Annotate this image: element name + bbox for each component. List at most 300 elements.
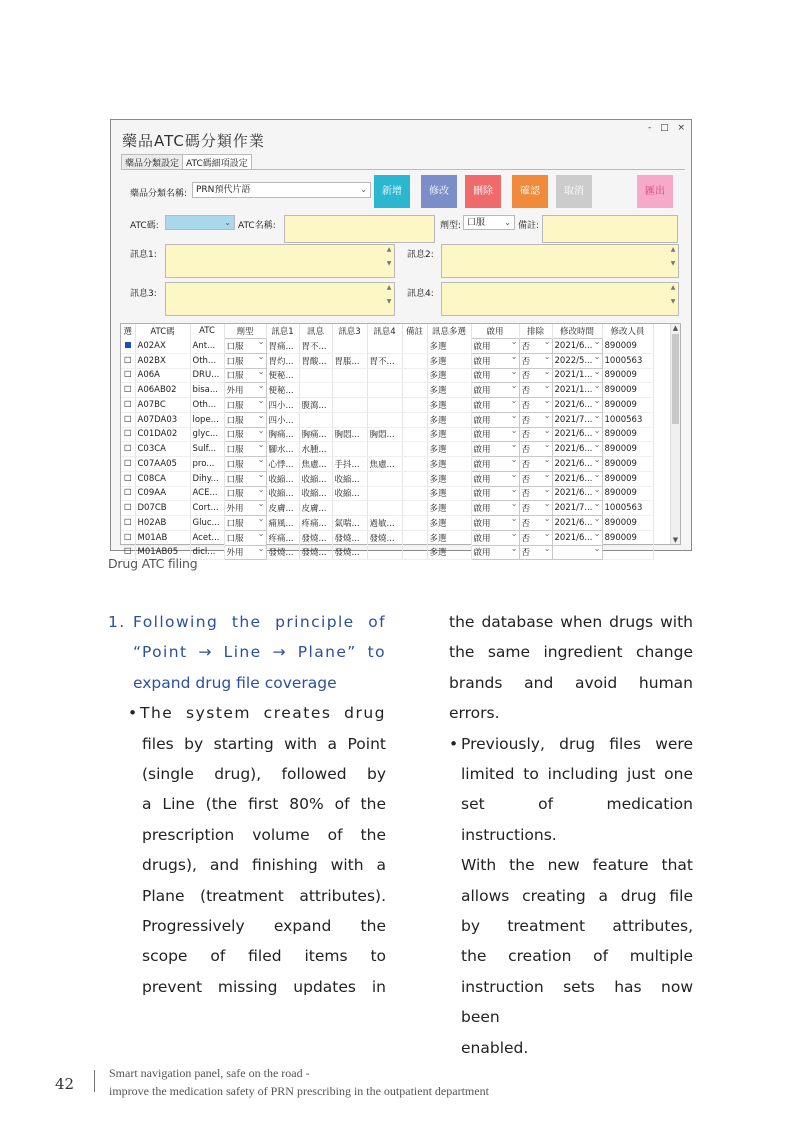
- table-row[interactable]: [121, 368, 653, 383]
- table-cell[interactable]: 2022/5... ⌄: [552, 353, 602, 368]
- section-number: 1.: [108, 613, 126, 631]
- row-checkbox[interactable]: [121, 486, 135, 501]
- table-cell[interactable]: 否 ⌄: [519, 530, 552, 545]
- table-cell[interactable]: 啟用 ⌄: [471, 339, 519, 354]
- text-line: allows creating a drug file: [461, 886, 693, 905]
- msg1-input[interactable]: [165, 244, 395, 278]
- table-cell: 多選: [427, 530, 471, 545]
- table-cell: 890009: [602, 368, 653, 383]
- text-line: Plane (treatment attributes).: [142, 886, 386, 905]
- table-cell: 發燒...: [367, 530, 402, 545]
- table-cell: 過敏...: [367, 516, 402, 531]
- section-heading-line: [108, 637, 386, 667]
- table-row[interactable]: [121, 412, 653, 427]
- table-cell[interactable]: 啟用 ⌄: [471, 471, 519, 486]
- msg3-input[interactable]: [165, 282, 395, 316]
- checkbox-icon: ☐: [123, 517, 132, 528]
- table-cell[interactable]: 否 ⌄: [519, 353, 552, 368]
- table-row[interactable]: [121, 545, 653, 560]
- table-cell[interactable]: 2021/6... ⌄: [552, 398, 602, 413]
- table-cell[interactable]: 2021/7... ⌄: [552, 501, 602, 516]
- bullet1-continuation: [449, 607, 693, 729]
- scroll-thumb[interactable]: [672, 334, 679, 424]
- row-checkbox[interactable]: [121, 398, 135, 413]
- cancel-button[interactable]: 取消: [556, 175, 592, 208]
- grid-header-cell[interactable]: 訊息3: [332, 324, 367, 339]
- table-cell: 胃灼...: [266, 353, 299, 368]
- table-cell: 多選: [427, 398, 471, 413]
- table-cell[interactable]: 外用 ⌄: [224, 383, 266, 398]
- table-cell[interactable]: 口服 ⌄: [224, 516, 266, 531]
- checkbox-icon: ☐: [123, 458, 132, 469]
- table-cell: [402, 383, 427, 398]
- table-cell: A07BC: [135, 398, 190, 413]
- table-cell: 1000563: [602, 501, 653, 516]
- checkbox-icon: ☐: [123, 385, 132, 396]
- table-cell: 皮膚...: [299, 501, 332, 516]
- text-line: drugs), and finishing with a: [142, 856, 386, 875]
- table-cell[interactable]: 啟用 ⌄: [471, 412, 519, 427]
- export-button[interactable]: 匯出: [637, 175, 673, 208]
- grid-scrollbar[interactable]: [670, 324, 680, 544]
- table-cell: [299, 412, 332, 427]
- row-checkbox[interactable]: [121, 427, 135, 442]
- table-cell: A02AX: [135, 339, 190, 354]
- grid-header-row: [121, 324, 653, 339]
- row-checkbox[interactable]: [121, 501, 135, 516]
- grid-header-cell[interactable]: 修改時間: [552, 324, 602, 339]
- table-cell: [367, 383, 402, 398]
- scroll-down-icon[interactable]: ▼: [672, 536, 679, 544]
- text-line: files by starting with a Point: [142, 734, 386, 753]
- checkbox-icon: ☐: [123, 547, 132, 558]
- table-cell: [367, 368, 402, 383]
- text-line: brands and avoid human: [449, 673, 693, 692]
- table-cell: 心悸...: [266, 457, 299, 472]
- footer-line: improve the medication safety of PRN prescribing in the outpatient department: [109, 1084, 489, 1098]
- table-cell: 胸悶...: [332, 427, 367, 442]
- table-cell: 胃脹...: [332, 353, 367, 368]
- table-cell: 焦慮...: [299, 457, 332, 472]
- table-cell[interactable]: 啟用 ⌄: [471, 398, 519, 413]
- new-button[interactable]: 新增: [374, 175, 410, 208]
- table-cell: 890009: [602, 516, 653, 531]
- grid-header-cell[interactable]: 備註: [402, 324, 427, 339]
- table-cell: 疼痛...: [266, 530, 299, 545]
- text-line: set of medication instructions.: [461, 795, 693, 844]
- table-cell: [402, 457, 427, 472]
- table-cell: [402, 339, 427, 354]
- table-cell[interactable]: 外用 ⌄: [224, 501, 266, 516]
- table-cell: 890009: [602, 486, 653, 501]
- table-cell[interactable]: 口服 ⌄: [224, 368, 266, 383]
- table-row[interactable]: [121, 457, 653, 472]
- table-cell: [402, 412, 427, 427]
- form-value: 口服: [467, 218, 486, 228]
- text-line: With the new feature that: [461, 856, 693, 875]
- text-line: the creation of multiple: [461, 947, 693, 966]
- grid-header-cell[interactable]: ATC碼: [135, 324, 190, 339]
- table-cell: [402, 516, 427, 531]
- table-cell[interactable]: 口服 ⌄: [224, 442, 266, 457]
- table-cell[interactable]: 2021/1... ⌄: [552, 383, 602, 398]
- table-cell: [367, 545, 402, 560]
- table-cell[interactable]: 啟用 ⌄: [471, 383, 519, 398]
- table-cell[interactable]: 2021/7... ⌄: [552, 412, 602, 427]
- table-row[interactable]: [121, 501, 653, 516]
- table-cell[interactable]: 口服 ⌄: [224, 398, 266, 413]
- row-checkbox[interactable]: [121, 471, 135, 486]
- chevron-down-icon: ⌄: [224, 218, 231, 227]
- table-cell: Acet...: [190, 530, 224, 545]
- text-line: prescription volume of the: [142, 825, 386, 844]
- row-checkbox[interactable]: [121, 353, 135, 368]
- close-button[interactable]: ×: [677, 123, 685, 133]
- row-checkbox[interactable]: [121, 442, 135, 457]
- table-cell[interactable]: 否 ⌄: [519, 412, 552, 427]
- table-cell[interactable]: 否 ⌄: [519, 442, 552, 457]
- table-cell: 多選: [427, 442, 471, 457]
- grid-header-cell[interactable]: 訊息4: [367, 324, 402, 339]
- table-cell: [402, 501, 427, 516]
- text-line: the same ingredient change: [449, 643, 693, 662]
- msg2-scrollbar[interactable]: ▲ ▼: [670, 246, 676, 267]
- table-row[interactable]: [121, 383, 653, 398]
- table-cell: 890009: [602, 457, 653, 472]
- row-checkbox[interactable]: [121, 457, 135, 472]
- table-row[interactable]: [121, 353, 653, 368]
- text-line: by treatment attributes,: [461, 917, 693, 936]
- page-number: 42: [55, 1075, 75, 1093]
- atc-code-label: ATC碼:: [130, 221, 159, 231]
- category-select[interactable]: [192, 182, 371, 198]
- table-cell: [299, 383, 332, 398]
- note-input[interactable]: [542, 215, 678, 243]
- table-cell: Oth...: [190, 398, 224, 413]
- scroll-up-icon[interactable]: ▲: [672, 324, 679, 332]
- table-cell[interactable]: 2021/6... ⌄: [552, 339, 602, 354]
- table-cell[interactable]: 口服 ⌄: [224, 471, 266, 486]
- table-cell: 收縮...: [299, 486, 332, 501]
- text-line: prevent missing updates in: [142, 977, 386, 996]
- row-checkbox[interactable]: [121, 530, 135, 545]
- table-cell[interactable]: 口服 ⌄: [224, 339, 266, 354]
- checkbox-icon: ☐: [123, 414, 132, 425]
- table-cell[interactable]: 否 ⌄: [519, 427, 552, 442]
- table-cell[interactable]: 否 ⌄: [519, 383, 552, 398]
- msg4-scrollbar[interactable]: ▲ ▼: [670, 284, 676, 305]
- table-cell: 多選: [427, 501, 471, 516]
- table-cell: 腳水...: [266, 442, 299, 457]
- table-cell: 發燒...: [266, 545, 299, 560]
- table-cell: Dihy...: [190, 471, 224, 486]
- delete-button[interactable]: 刪除: [465, 175, 501, 208]
- left-column: [108, 607, 386, 1002]
- grid-header-cell[interactable]: 劑型: [224, 324, 266, 339]
- confirm-button[interactable]: 確認: [512, 175, 548, 208]
- table-cell: 多選: [427, 516, 471, 531]
- table-cell: 胸痛...: [266, 427, 299, 442]
- table-cell: [402, 353, 427, 368]
- table-cell: 發燒...: [299, 545, 332, 560]
- grid-header-cell[interactable]: ATC: [190, 324, 224, 339]
- tab-drug-category[interactable]: 藥品分類設定: [121, 154, 183, 169]
- table-cell[interactable]: 啟用 ⌄: [471, 545, 519, 560]
- msg3-scrollbar[interactable]: ▲ ▼: [386, 284, 392, 305]
- table-cell[interactable]: 啟用 ⌄: [471, 457, 519, 472]
- atc-code-input[interactable]: [165, 215, 235, 230]
- footer-divider: [94, 1070, 95, 1092]
- table-cell: M01AB05: [135, 545, 190, 560]
- table-cell[interactable]: 否 ⌄: [519, 516, 552, 531]
- table-cell: 多選: [427, 471, 471, 486]
- maximize-button[interactable]: □: [660, 123, 669, 133]
- chevron-down-icon: ⌄: [504, 218, 511, 227]
- grid-header-cell[interactable]: 排除: [519, 324, 552, 339]
- table-cell[interactable]: 啟用 ⌄: [471, 442, 519, 457]
- table-cell: [602, 545, 653, 560]
- table-cell: D07CB: [135, 501, 190, 516]
- table-cell: C08CA: [135, 471, 190, 486]
- table-cell[interactable]: 2021/6... ⌄: [552, 486, 602, 501]
- checkbox-icon: ☐: [123, 503, 132, 514]
- table-cell: [402, 471, 427, 486]
- checkbox-icon: ☐: [123, 370, 132, 381]
- heading-line: Following the principle of: [133, 613, 386, 631]
- table-cell: Cort...: [190, 501, 224, 516]
- table-row[interactable]: [121, 339, 653, 354]
- table-cell: 890009: [602, 339, 653, 354]
- table-row[interactable]: [121, 486, 653, 501]
- table-cell: Sulf...: [190, 442, 224, 457]
- edit-button[interactable]: 修改: [421, 175, 457, 208]
- heading-line: expand drug file coverage: [133, 673, 337, 692]
- row-checkbox[interactable]: [121, 368, 135, 383]
- table-cell[interactable]: 2021/6... ⌄: [552, 427, 602, 442]
- table-cell: 多選: [427, 353, 471, 368]
- table-cell[interactable]: 啟用 ⌄: [471, 530, 519, 545]
- table-cell: C03CA: [135, 442, 190, 457]
- grid-table: [121, 324, 654, 560]
- row-checkbox[interactable]: [121, 412, 135, 427]
- table-cell: pro...: [190, 457, 224, 472]
- table-cell[interactable]: 否 ⌄: [519, 457, 552, 472]
- table-cell[interactable]: 2021/6... ⌄: [552, 530, 602, 545]
- table-cell[interactable]: 口服 ⌄: [224, 427, 266, 442]
- grid-header-cell[interactable]: 訊息1: [266, 324, 299, 339]
- table-cell: [367, 339, 402, 354]
- table-cell: M01AB: [135, 530, 190, 545]
- tab-divider: [121, 169, 685, 170]
- table-cell: 1000563: [602, 412, 653, 427]
- table-cell[interactable]: 啟用 ⌄: [471, 353, 519, 368]
- table-cell[interactable]: 2021/6... ⌄: [552, 457, 602, 472]
- section-heading: [108, 607, 386, 637]
- bullet2-lines: [449, 759, 693, 1063]
- table-cell: [367, 412, 402, 427]
- table-cell[interactable]: 2021/6... ⌄: [552, 471, 602, 486]
- heading-line: “Point → Line → Plane” to: [133, 643, 386, 662]
- table-cell: [332, 442, 367, 457]
- table-cell: 多選: [427, 486, 471, 501]
- table-cell: 胸悶...: [367, 427, 402, 442]
- row-checkbox[interactable]: [121, 339, 135, 354]
- msg2-label: 訊息2:: [407, 250, 434, 260]
- text-line: instruction sets has now been: [461, 977, 693, 1027]
- table-cell: [402, 486, 427, 501]
- table-cell: [332, 383, 367, 398]
- table-cell[interactable]: 否 ⌄: [519, 398, 552, 413]
- table-cell: 發燒...: [332, 545, 367, 560]
- msg1-label: 訊息1:: [130, 250, 157, 260]
- table-cell: 胃痛...: [266, 339, 299, 354]
- bullet-symbol: •: [128, 704, 138, 723]
- table-cell: 焦慮...: [367, 457, 402, 472]
- table-cell: [402, 368, 427, 383]
- table-row[interactable]: [121, 442, 653, 457]
- table-cell[interactable]: 外用 ⌄: [224, 545, 266, 560]
- table-cell[interactable]: 啟用 ⌄: [471, 486, 519, 501]
- bullet1-lines: [108, 729, 386, 1003]
- table-cell: [332, 339, 367, 354]
- table-cell: 手抖...: [332, 457, 367, 472]
- table-cell[interactable]: 啟用 ⌄: [471, 427, 519, 442]
- table-cell: [367, 501, 402, 516]
- table-cell: 890009: [602, 427, 653, 442]
- table-cell[interactable]: 否 ⌄: [519, 545, 552, 560]
- table-cell: 發燒...: [299, 530, 332, 545]
- table-cell: [367, 486, 402, 501]
- msg1-scrollbar[interactable]: ▲ ▼: [386, 246, 392, 267]
- table-cell: [402, 442, 427, 457]
- table-cell[interactable]: 2021/6... ⌄: [552, 516, 602, 531]
- table-cell[interactable]: 口服 ⌄: [224, 457, 266, 472]
- grid-header-cell[interactable]: 選: [121, 324, 135, 339]
- table-cell: bisa...: [190, 383, 224, 398]
- row-checkbox[interactable]: [121, 383, 135, 398]
- table-cell: 收縮...: [332, 471, 367, 486]
- table-cell: A02BX: [135, 353, 190, 368]
- grid-header-cell[interactable]: 訊息多選: [427, 324, 471, 339]
- table-cell: DRU...: [190, 368, 224, 383]
- table-cell: C01DA02: [135, 427, 190, 442]
- msg4-input[interactable]: [441, 282, 679, 316]
- table-row[interactable]: [121, 471, 653, 486]
- table-cell: [332, 368, 367, 383]
- bullet-item: [449, 729, 693, 759]
- table-row[interactable]: [121, 398, 653, 413]
- checkbox-icon: ☐: [123, 488, 132, 499]
- text-line: (single drug), followed by: [142, 765, 386, 784]
- table-cell[interactable]: 否 ⌄: [519, 368, 552, 383]
- text-line: limited to including just one: [461, 765, 693, 784]
- table-cell: Oth...: [190, 353, 224, 368]
- checkbox-icon: [125, 342, 131, 348]
- table-cell: 多選: [427, 427, 471, 442]
- table-cell: 氣喘...: [332, 516, 367, 531]
- bullet-item: [108, 698, 386, 728]
- screenshot-window: [110, 119, 692, 559]
- table-cell: [367, 398, 402, 413]
- table-cell: A06AB02: [135, 383, 190, 398]
- table-cell: [402, 545, 427, 560]
- table-cell: A06A: [135, 368, 190, 383]
- table-cell: 890009: [602, 383, 653, 398]
- table-cell: 腹瀉...: [299, 398, 332, 413]
- table-cell: [332, 412, 367, 427]
- table-cell[interactable]: 否 ⌄: [519, 501, 552, 516]
- note-label: 備註:: [518, 221, 540, 231]
- msg2-input[interactable]: [441, 244, 679, 278]
- table-cell: H02AB: [135, 516, 190, 531]
- atc-data-grid: [120, 323, 681, 559]
- table-cell: 多選: [427, 457, 471, 472]
- table-cell: 四小...: [266, 398, 299, 413]
- table-cell: [367, 471, 402, 486]
- table-row[interactable]: [121, 516, 653, 531]
- table-cell[interactable]: 2021/6... ⌄: [552, 442, 602, 457]
- table-cell[interactable]: 否 ⌄: [519, 339, 552, 354]
- checkbox-icon: ☐: [123, 444, 132, 455]
- minimize-button[interactable]: -: [647, 123, 652, 133]
- table-cell[interactable]: 啟用 ⌄: [471, 516, 519, 531]
- footer-line: Smart navigation panel, safe on the road -: [109, 1066, 310, 1080]
- grid-header-cell[interactable]: 訊息: [299, 324, 332, 339]
- table-cell[interactable]: 口服 ⌄: [224, 412, 266, 427]
- table-cell: 皮膚...: [266, 501, 299, 516]
- row-checkbox[interactable]: [121, 516, 135, 531]
- window-controls: [642, 123, 685, 133]
- table-cell: 多選: [427, 339, 471, 354]
- table-cell[interactable]: [552, 545, 602, 560]
- checkbox-icon: ☐: [123, 429, 132, 440]
- table-cell: A07DA03: [135, 412, 190, 427]
- table-cell[interactable]: 2021/1... ⌄: [552, 368, 602, 383]
- table-cell: ACE...: [190, 486, 224, 501]
- tab-atc-detail[interactable]: ATC碼細項設定: [182, 154, 252, 169]
- msg4-label: 訊息4:: [407, 289, 434, 299]
- table-cell: Gluc...: [190, 516, 224, 531]
- text-line: a Line (the first 80% of the: [142, 795, 386, 814]
- table-cell[interactable]: 否 ⌄: [519, 471, 552, 486]
- table-cell: lope...: [190, 412, 224, 427]
- grid-header-cell[interactable]: 啟用: [471, 324, 519, 339]
- atc-name-input[interactable]: [284, 215, 435, 243]
- table-cell: 890009: [602, 471, 653, 486]
- msg3-label: 訊息3:: [130, 289, 157, 299]
- table-cell[interactable]: 口服 ⌄: [224, 486, 266, 501]
- table-cell[interactable]: 口服 ⌄: [224, 530, 266, 545]
- table-cell: [299, 368, 332, 383]
- checkbox-icon: ☐: [123, 355, 132, 366]
- form-label: 劑型:: [440, 221, 462, 231]
- table-cell: 890009: [602, 398, 653, 413]
- form-select[interactable]: [463, 215, 515, 230]
- grid-header-cell[interactable]: 修改人員: [602, 324, 653, 339]
- text-line: scope of filed items to: [142, 947, 386, 966]
- table-cell[interactable]: 啟用 ⌄: [471, 501, 519, 516]
- table-row[interactable]: [121, 427, 653, 442]
- table-cell[interactable]: 啟用 ⌄: [471, 368, 519, 383]
- text-line: Progressively expand the: [142, 917, 386, 936]
- table-cell[interactable]: 否 ⌄: [519, 486, 552, 501]
- table-cell: 多選: [427, 368, 471, 383]
- table-cell[interactable]: 口服 ⌄: [224, 353, 266, 368]
- table-cell: 發燒...: [332, 530, 367, 545]
- table-row[interactable]: [121, 530, 653, 545]
- text-line: enabled.: [461, 1038, 529, 1057]
- category-label: 藥品分類名稱:: [130, 189, 188, 199]
